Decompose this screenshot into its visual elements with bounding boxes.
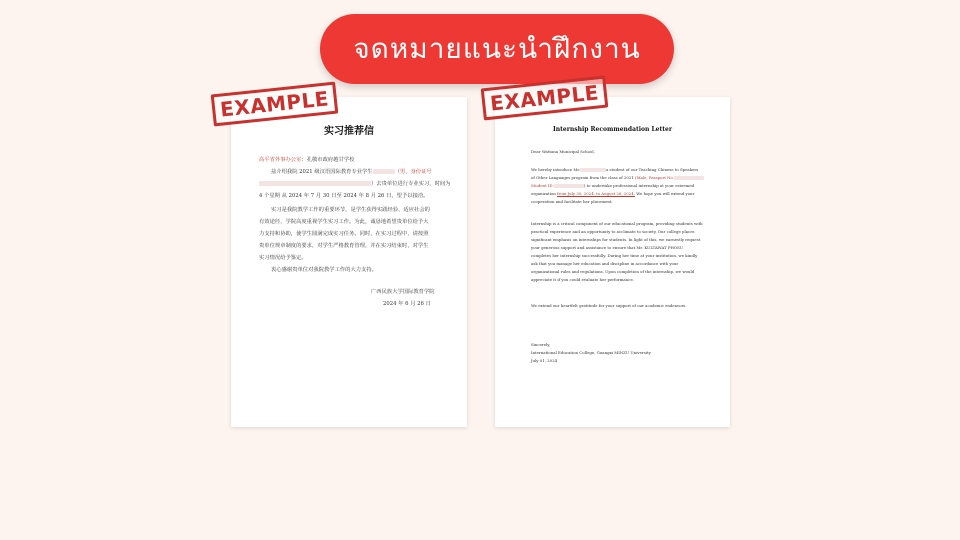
cn-para2-line4: 贵单位规章制度的要求，对学生严格教育管理，并在实习结束时，对学生 [259, 243, 429, 249]
cn-addressee [259, 155, 354, 163]
en-p1-line4 [531, 191, 694, 196]
cn-letter-title: 实习推荐信 [324, 126, 374, 137]
cn-addressee-red: 高平省外事办公室 [259, 157, 302, 163]
cn-para2-line5: 实习情况给予鉴定。 [259, 255, 307, 261]
en-p1-line3 [531, 183, 694, 188]
en-p1-line1 [531, 167, 698, 172]
en-p1-line5: cooperation and facilitate her placement. [531, 199, 613, 204]
en-p2-line4: your generous support and assistance to ensure that Mr. KULTAWAT PHOSU [531, 245, 684, 250]
cn-para3: 衷心感谢贵单位对我院教学工作的大力支持。 [271, 267, 377, 273]
en-p1-text3: of Other Languages program from the class of 2021 [531, 175, 634, 180]
en-closing: Sincerely, [531, 342, 551, 347]
redacted-passport [674, 176, 704, 180]
redacted-name [373, 169, 395, 174]
cn-intro-text: 兹介绍我院 2021 级汉语国际教育专业学生 [271, 169, 373, 175]
en-p2-line7: organizational rules and regulations. Upon completion of the internship, we would [531, 269, 695, 274]
en-p3: We extend our heartfelt gratitude for your support of our academic endeavors. [531, 303, 687, 308]
en-p2-line5: completes her internship successfully. During her time at your institution, we kindly [531, 253, 698, 258]
english-letter-page [495, 97, 730, 427]
example-stamp-left: EXAMPLE [211, 82, 339, 127]
chinese-letter-page [231, 97, 467, 427]
en-p1-text5: organization [531, 191, 556, 196]
example-stamp-right: EXAMPLE [481, 76, 609, 121]
en-p1-dates: from July 30, 2024, to August 26, 2024. [557, 191, 635, 196]
cn-intro-line1 [271, 167, 432, 175]
cn-intro-line2 [259, 179, 450, 187]
en-p2-line8: appreciate it if you could evaluate her performance. [531, 277, 634, 282]
cn-sign-date: 2024 年 6 月 26 日 [383, 301, 431, 307]
cn-para2-line3: 力支持和协助，使学生圆满完成实习任务。同时，在实习过程中，请按照 [259, 231, 429, 237]
cn-para2-line1: 实习是我院教学工作的重要环节，是学生获得实践经验、适应社会的 [271, 207, 430, 213]
en-p1-text6: We hope you will extend your [636, 191, 695, 196]
en-p1-passport: (Male, Passport No. [635, 175, 675, 180]
en-greeting: Dear Wattana Municipal School, [531, 149, 595, 154]
cn-intro-line3: 4 个星期 从 2024 年 7 月 30 日至 2024 年 8 月 26 日，望予以接洽。 [259, 193, 429, 199]
en-p1-text: We hereby introduce Mr. [531, 167, 580, 172]
en-p1-line2 [531, 175, 704, 180]
en-p2-line2: practical experience and an opportunity to acclimate to society. Our college places [531, 229, 695, 234]
cn-sign-org: 广西民族大学国际教育学院 [371, 289, 435, 295]
en-sign-org: International Education College, Guangxi MINZU University [531, 350, 651, 355]
cn-addressee-rest: ：孔敬市政府越甘学校 [301, 157, 355, 163]
page-title-banner: จดหมายแนะนำฝึกงาน [320, 14, 674, 84]
en-sign-date: July 01, 2024 [531, 358, 558, 363]
en-p1-text4: ) to undertake professional internship at your esteemed [583, 183, 695, 188]
en-p2-line1: Internship is a critical component of our educational program, providing students with [531, 221, 703, 226]
en-p1-text2: a student of our Teaching Chinese to Speakers [606, 167, 699, 172]
en-p2-line3: significant emphasis on internships for students. In light of this, we earnestly request [531, 237, 701, 242]
en-letter-title: Internship Recommendation Letter [552, 126, 673, 133]
cn-intro-text2: ）去贵单位进行专业实习，时间为 [371, 181, 451, 187]
cn-para2-line2: 有效途径，学院高度重视学生实习工作。为此，诚恳地希望贵单位给予大 [259, 219, 429, 225]
cn-intro-id: （男，身份证号 [394, 169, 432, 175]
redacted-studentid [554, 184, 584, 188]
redacted-id [259, 181, 371, 186]
en-p2-line6: ask that you manage her education and discipline in accordance with your [531, 261, 679, 266]
en-p1-studentid: Student ID: [531, 183, 554, 188]
redacted-name [580, 168, 606, 172]
